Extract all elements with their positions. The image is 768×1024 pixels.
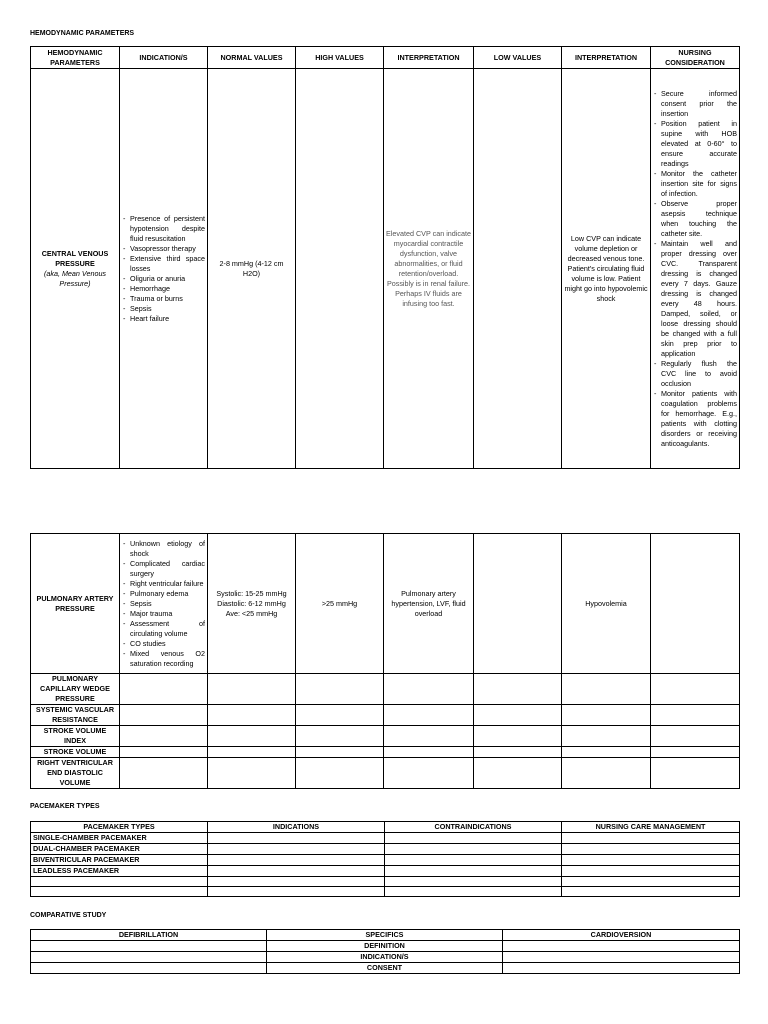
col-header-normal: NORMAL VALUES xyxy=(208,47,296,69)
table-row xyxy=(31,941,740,952)
normal-average: Ave: <25 mmHg xyxy=(225,608,278,618)
col-header-high: HIGH VALUES xyxy=(296,47,384,69)
col-header-nursing-care: NURSING CARE MANAGEMENT xyxy=(562,822,740,833)
list-item: - Extensive third space losses xyxy=(122,254,205,274)
param-name-svi: STROKE VOLUME INDEX xyxy=(31,726,120,747)
table-row xyxy=(31,952,740,963)
pacemaker-type: LEADLESS PACEMAKER xyxy=(31,866,208,877)
normal-values-pap xyxy=(208,534,296,674)
param-name-cvp xyxy=(31,69,120,469)
col-header-defibrillation: DEFIBRILLATION xyxy=(31,930,267,941)
list-item: - Maintain well and proper dressing over CVC. Transparent dressing is changed every 7 days. Gauze dressing is changed every 48 hours. Damped, soiled, or loose dressing should be changed with a full skin prep prior to application xyxy=(653,239,737,359)
list-item: - Regularly flush the CVC line to avoid occlusion xyxy=(653,359,737,389)
table-row xyxy=(31,877,740,887)
pacemaker-type: SINGLE-CHAMBER PACEMAKER xyxy=(31,833,208,844)
param-name-pap: PULMONARY ARTERY PRESSURE xyxy=(31,534,120,674)
list-item: - Observe proper asepsis technique when touching the catheter site. xyxy=(653,199,737,239)
list-item: - Pulmonary edema xyxy=(122,589,205,599)
list-item: - Complicated cardiac surgery xyxy=(122,559,205,579)
comparative-table xyxy=(30,929,740,974)
list-item: - Mixed venous O2 saturation recording xyxy=(122,649,205,669)
list-item: - Monitor the catheter insertion site for signs of infection. xyxy=(653,169,737,199)
list-item: - Right ventricular failure xyxy=(122,579,205,589)
table-row-sv xyxy=(31,747,740,758)
hemodynamic-table-part2 xyxy=(30,533,740,789)
table-row-pcwp xyxy=(31,674,740,705)
table-row-pap xyxy=(31,534,740,674)
list-item: - Vasopressor therapy xyxy=(122,244,205,254)
section-title-comparative: COMPARATIVE STUDY xyxy=(30,912,107,919)
pacemaker-table xyxy=(30,821,740,897)
normal-diastolic: Diastolic: 6-12 mmHg xyxy=(217,598,286,608)
list-item: - Trauma or burns xyxy=(122,294,205,304)
table-row xyxy=(31,855,740,866)
col-header-low: LOW VALUES xyxy=(474,47,562,69)
list-item: - CO studies xyxy=(122,639,205,649)
list-item: - Monitor patients with coagulation problems for hemorrhage. E.g., patients with clotting disorders or receiving anticoagulants. xyxy=(653,389,737,449)
nursing-cvp xyxy=(651,69,740,469)
specific-label: INDICATION/S xyxy=(267,952,503,963)
param-name-pcwp: PULMONARY CAPILLARY WEDGE PRESSURE xyxy=(31,674,120,705)
header-row xyxy=(31,822,740,833)
col-header-pacemaker-types: PACEMAKER TYPES xyxy=(31,822,208,833)
col-header-indications: INDICATIONS xyxy=(208,822,385,833)
list-item: - Oliguria or anuria xyxy=(122,274,205,284)
table-row xyxy=(31,833,740,844)
list-item: - Assessment of circulating volume xyxy=(122,619,205,639)
specific-label: DEFINITION xyxy=(267,941,503,952)
list-item: - Unknown etiology of shock xyxy=(122,539,205,559)
param-aka: (aka, Mean Venous Pressure) xyxy=(43,268,107,288)
header-row xyxy=(31,47,740,69)
col-header-interpretation-high: INTERPRETATION xyxy=(384,47,474,69)
high-values-pap: >25 mmHg xyxy=(296,534,384,674)
low-interpretation-pap: Hypovolemia xyxy=(562,534,651,674)
param-name-rvedv: RIGHT VENTRICULAR END DIASTOLIC VOLUME xyxy=(31,758,120,789)
param-label: CENTRAL VENOUS PRESSURE xyxy=(41,248,109,268)
low-values-cvp xyxy=(474,69,562,469)
table-row xyxy=(31,887,740,897)
table-row xyxy=(31,844,740,855)
list-item: - Secure informed consent prior the insertion xyxy=(653,89,737,119)
pacemaker-type: BIVENTRICULAR PACEMAKER xyxy=(31,855,208,866)
col-header-contraindications: CONTRAINDICATIONS xyxy=(385,822,562,833)
col-header-interpretation-low: INTERPRETATION xyxy=(562,47,651,69)
table-row-svr xyxy=(31,705,740,726)
col-header-cardioversion: CARDIOVERSION xyxy=(503,930,740,941)
section-title-pacemaker: PACEMAKER TYPES xyxy=(30,803,100,810)
param-name-sv: STROKE VOLUME xyxy=(31,747,120,758)
list-item: - Presence of persistent hypotension despite fluid resuscitation xyxy=(122,214,205,244)
col-header-indications: INDICATION/S xyxy=(120,47,208,69)
list-item: - Major trauma xyxy=(122,609,205,619)
low-values-pap xyxy=(474,534,562,674)
list-item: - Position patient in supine with HOB elevated at 0-60° to ensure accurate readings xyxy=(653,119,737,169)
table-row xyxy=(31,866,740,877)
section-title-hemodynamic: HEMODYNAMIC PARAMETERS xyxy=(30,30,135,37)
pacemaker-type: DUAL-CHAMBER PACEMAKER xyxy=(31,844,208,855)
high-interpretation-cvp: Elevated CVP can indicate myocardial contractile dysfunction, valve abnormalities, or fluid retention/overload. Possibly is in renal failure. Perhaps IV fluids are infusing too fast. xyxy=(384,69,474,469)
indications-pap xyxy=(120,534,208,674)
list-item: - Sepsis xyxy=(122,599,205,609)
col-header-specifics: SPECIFICS xyxy=(267,930,503,941)
high-values-cvp xyxy=(296,69,384,469)
hemodynamic-table-part1 xyxy=(30,46,740,469)
col-header-parameter: HEMODYNAMIC PARAMETERS xyxy=(31,47,120,69)
normal-values-cvp: 2-8 mmHg (4-12 cm H2O) xyxy=(208,69,296,469)
col-header-nursing: NURSING CONSIDERATION xyxy=(651,47,740,69)
pacemaker-type xyxy=(31,877,208,887)
table-row xyxy=(31,963,740,974)
param-name-svr: SYSTEMIC VASCULAR RESISTANCE xyxy=(31,705,120,726)
table-row-svi xyxy=(31,726,740,747)
list-item: - Heart failure xyxy=(122,314,205,324)
table-row-cvp xyxy=(31,69,740,469)
indications-cvp xyxy=(120,69,208,469)
list-item: - Sepsis xyxy=(122,304,205,314)
pacemaker-type xyxy=(31,887,208,897)
specific-label: CONSENT xyxy=(267,963,503,974)
low-interpretation-cvp: Low CVP can indicate volume depletion or decreased venous tone. Patient's circulating fluid volume is low. Patient might go into hypovolemic shock xyxy=(562,69,651,469)
high-interpretation-pap: Pulmonary artery hypertension, LVF, fluid overload xyxy=(384,534,474,674)
normal-systolic: Systolic: 15-25 mmHg xyxy=(216,588,287,598)
list-item: - Hemorrhage xyxy=(122,284,205,294)
header-row xyxy=(31,930,740,941)
nursing-pap xyxy=(651,534,740,674)
table-row-rvedv xyxy=(31,758,740,789)
